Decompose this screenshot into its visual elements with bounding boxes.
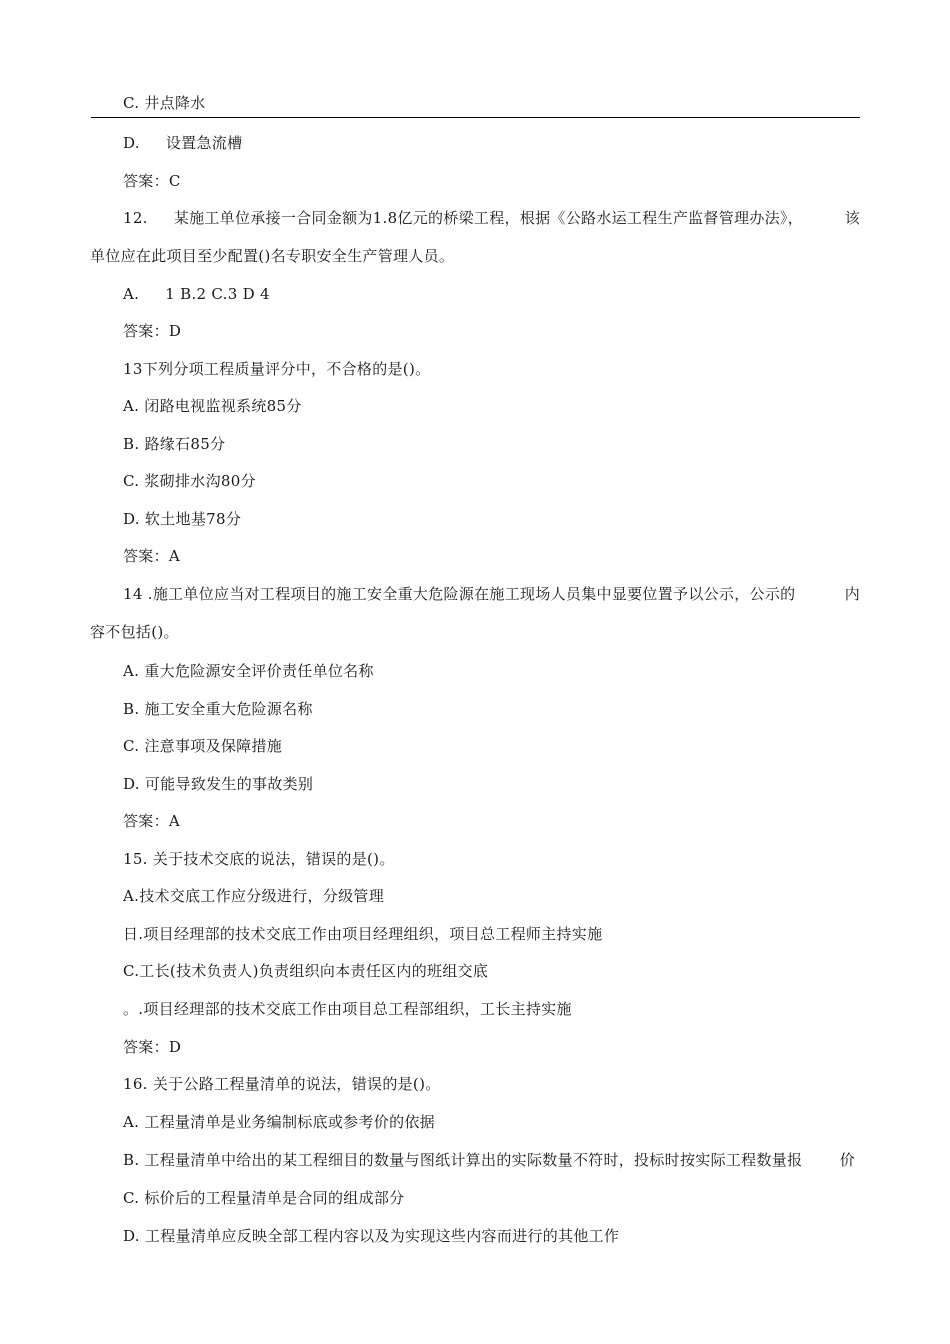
option-line — [123, 1188, 404, 1208]
question-text: 13下列分项工程质量评分中，不合格的是()。 — [123, 360, 431, 378]
option-text: 设置急流槽 — [165, 134, 243, 152]
question-13 — [123, 359, 430, 379]
question-number: 12. — [123, 209, 148, 227]
options-text: 1 B.2 C.3 D 4 — [165, 285, 270, 303]
option-text: B. 路缘石85分 — [123, 435, 226, 453]
option-line — [123, 736, 282, 756]
option-line — [123, 1150, 855, 1170]
question-15 — [123, 849, 395, 869]
question-12-line-1 — [90, 208, 860, 228]
question-text — [90, 208, 803, 228]
option-text: C. 井点降水 — [123, 94, 206, 112]
option-text: B. 施工安全重大危险源名称 — [123, 700, 313, 718]
question-16 — [123, 1074, 441, 1094]
option-text: C. 标价后的工程量清单是合同的组成部分 — [123, 1189, 405, 1207]
option-text-tail: 价 — [839, 1151, 855, 1169]
option-line — [123, 434, 225, 454]
option-label: D. — [123, 134, 140, 152]
answer-line — [123, 546, 180, 566]
option-line — [123, 471, 256, 491]
question-12-line-2 — [90, 246, 454, 266]
option-line — [123, 886, 384, 906]
option-text: C. 浆砌排水沟80分 — [123, 472, 256, 490]
option-c-line — [123, 93, 206, 113]
option-text: D. 工程量清单应反映全部工程内容以及为实现这些内容而进行的其他工作 — [123, 1227, 620, 1245]
question-text: 14 .施工单位应当对工程项目的施工安全重大危险源在施工现场人员集中显要位置予以公示，公示的 — [123, 585, 796, 603]
question-text: 15. 关于技术交底的说法，错误的是()。 — [123, 850, 395, 868]
option-line — [123, 1226, 619, 1246]
question-body: 某施工单位承接一合同金额为1.8亿元的桥梁工程，根据《公路水运工程生产监督管理办法》， — [173, 209, 804, 227]
option-line — [123, 924, 602, 944]
option-text: 日.项目经理部的技术交底工作由项目经理组织，项目总工程师主持实施 — [123, 925, 603, 943]
option-text: A.技术交底工作应分级进行，分级管理 — [123, 887, 385, 905]
option-line — [123, 961, 488, 981]
option-line — [123, 999, 572, 1019]
question-text-tail: 该 — [844, 209, 860, 227]
option-text: D. 软土地基78分 — [123, 510, 242, 528]
option-text: D. 可能导致发生的事故类别 — [123, 775, 314, 793]
question-14-line-1 — [90, 584, 860, 604]
option-line — [123, 661, 374, 681]
option-line — [123, 1112, 435, 1132]
answer-text: 答案：A — [123, 812, 181, 830]
option-text: A. 工程量清单是业务编制标底或参考价的依据 — [123, 1113, 435, 1131]
answer-text: 答案：D — [123, 1038, 182, 1056]
option-text: C. 注意事项及保障措施 — [123, 737, 283, 755]
option-text: C.工长(技术负责人)负责组织向本责任区内的班组交底 — [123, 962, 489, 980]
answer-line — [123, 1037, 181, 1057]
answer-text: 答案：C — [123, 172, 181, 190]
answer-line — [123, 811, 180, 831]
option-text: A. 重大危险源安全评价责任单位名称 — [123, 662, 374, 680]
question-text-tail: 内 — [844, 585, 860, 603]
option-line — [123, 774, 313, 794]
answer-line — [123, 321, 181, 341]
horizontal-rule — [91, 117, 860, 118]
option-line — [123, 699, 313, 719]
option-text: A. 闭路电视监视系统85分 — [123, 397, 302, 415]
option-text: 。.项目经理部的技术交底工作由项目总工程部组织，工长主持实施 — [123, 1000, 572, 1018]
option-line — [123, 509, 241, 529]
question-12-options — [123, 284, 270, 304]
option-label: A. — [123, 285, 140, 303]
answer-text: 答案：A — [123, 547, 181, 565]
option-text: B. 工程量清单中给出的某工程细目的数量与图纸计算出的实际数量不符时，投标时按实际工程数量报 — [123, 1151, 803, 1169]
option-line — [123, 396, 302, 416]
option-d-line — [123, 133, 242, 153]
question-text: 容不包括()。 — [90, 623, 179, 641]
answer-text: 答案：D — [123, 322, 182, 340]
question-text: 16. 关于公路工程量清单的说法，错误的是()。 — [123, 1075, 441, 1093]
answer-line — [123, 171, 181, 191]
question-14-line-2 — [90, 622, 179, 642]
question-text: 单位应在此项目至少配置()名专职安全生产管理人员。 — [90, 247, 455, 265]
